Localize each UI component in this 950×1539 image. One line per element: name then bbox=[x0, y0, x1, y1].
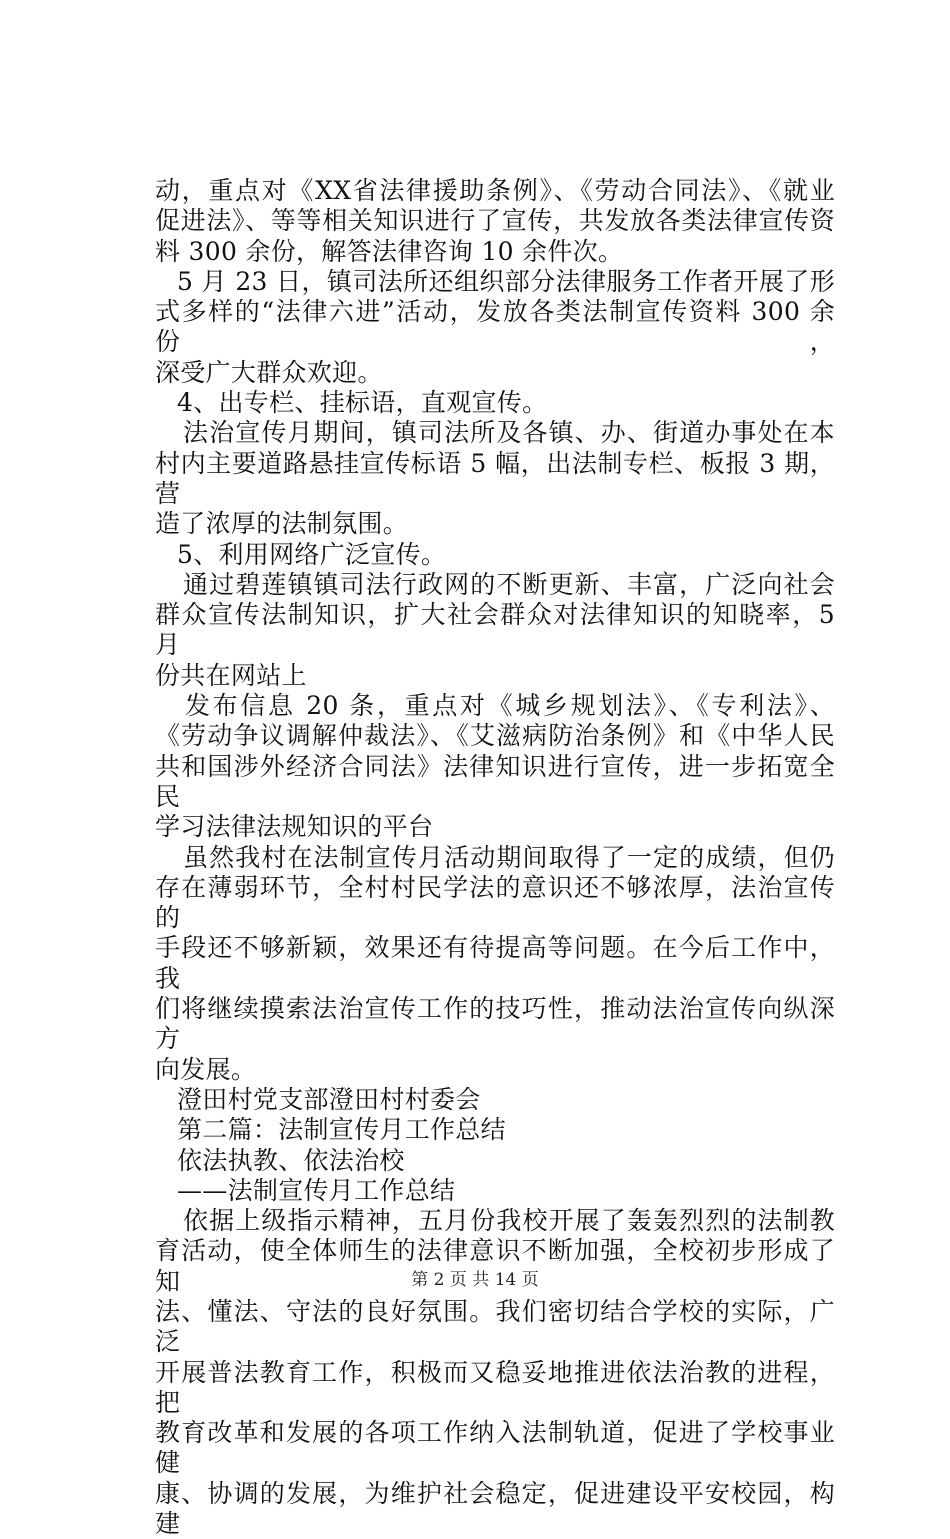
text-line: 群众宣传法制知识，扩大社会群众对法律知识的知晓率，5 月 bbox=[155, 600, 835, 660]
text-line: 澄田村党支部澄田村村委会 bbox=[177, 1084, 481, 1114]
text-line: 发布信息 20 条，重点对《城乡规划法》、《专利法》、 bbox=[185, 691, 835, 721]
text-line: 份共在网站上 bbox=[155, 660, 307, 690]
text-line: 存在薄弱环节，全村村民学法的意识还不够浓厚，法治宣传的 bbox=[155, 872, 835, 933]
text-line: 促进法》、等等相关知识进行了宣传，共发放各类法律宣传资 bbox=[155, 206, 835, 236]
text-line: 们将继续摸索法治宣传工作的技巧性，推动法治宣传向纵深方 bbox=[155, 994, 835, 1054]
text-line: 开展普法教育工作，积极而又稳妥地推进依法治教的进程，把 bbox=[155, 1357, 835, 1417]
page-footer: 第 2 页 共 14 页 bbox=[411, 1270, 539, 1290]
text-line: 依据上级指示精神，五月份我校开展了轰轰烈烈的法制教 bbox=[183, 1206, 835, 1236]
text-line: 5、利用网络广泛宣传。 bbox=[177, 539, 447, 569]
text-line: 造了浓厚的法制氛围。 bbox=[155, 509, 409, 539]
text-line: 康、协调的发展，为维护社会稳定，促进建设平安校园，构建 bbox=[155, 1478, 835, 1539]
text-line: 动，重点对《XX省法律援助条例》、《劳动合同法》、《就业 bbox=[155, 176, 835, 205]
document-body bbox=[155, 176, 835, 1539]
text-line: 通过碧莲镇镇司法行政网的不断更新、丰富，广泛向社会 bbox=[183, 569, 835, 599]
text-line: 深受广大群众欢迎。 bbox=[155, 357, 383, 387]
text-line: 法、懂法、守法的良好氛围。我们密切结合学校的实际，广泛 bbox=[155, 1296, 835, 1357]
text-line: 虽然我村在法制宣传月活动期间取得了一定的成绩，但仍 bbox=[183, 842, 835, 872]
text-line: 育活动，使全体师生的法律意识不断加强，全校初步形成了知 bbox=[155, 1236, 835, 1296]
text-line: 法治宣传月期间，镇司法所及各镇、办、街道办事处在本 bbox=[183, 418, 835, 448]
text-line: 手段还不够新颖，效果还有待提高等问题。在今后工作中，我 bbox=[155, 933, 835, 993]
text-line: 《劳动争议调解仲裁法》、《艾滋病防治条例》和《中华人民 bbox=[155, 721, 835, 751]
text-line: 式多样的“法律六进”活动，发放各类法制宣传资料 300 余份， bbox=[155, 297, 835, 357]
text-line: 5 月 23 日，镇司法所还组织部分法律服务工作者开展了形 bbox=[177, 266, 835, 296]
text-line: 4、出专栏、挂标语，直观宣传。 bbox=[177, 388, 548, 418]
text-line: 依法执教、依法治校 bbox=[177, 1145, 405, 1175]
text-line: 学习法律法规知识的平台 bbox=[155, 812, 434, 842]
text-line: ——法制宣传月工作总结 bbox=[177, 1175, 456, 1205]
text-line: 共和国涉外经济合同法》法律知识进行宣传，进一步拓宽全民 bbox=[155, 751, 835, 811]
text-line: 第二篇：法制宣传月工作总结 bbox=[177, 1115, 506, 1145]
text-line: 料 300 余份，解答法律咨询 10 余件次。 bbox=[155, 236, 624, 266]
text-line: 村内主要道路悬挂宣传标语 5 幅，出法制专栏、板报 3 期，营 bbox=[155, 448, 835, 508]
text-line: 向发展。 bbox=[155, 1054, 257, 1084]
text-line: 教育改革和发展的各项工作纳入法制轨道，促进了学校事业健 bbox=[155, 1418, 835, 1478]
